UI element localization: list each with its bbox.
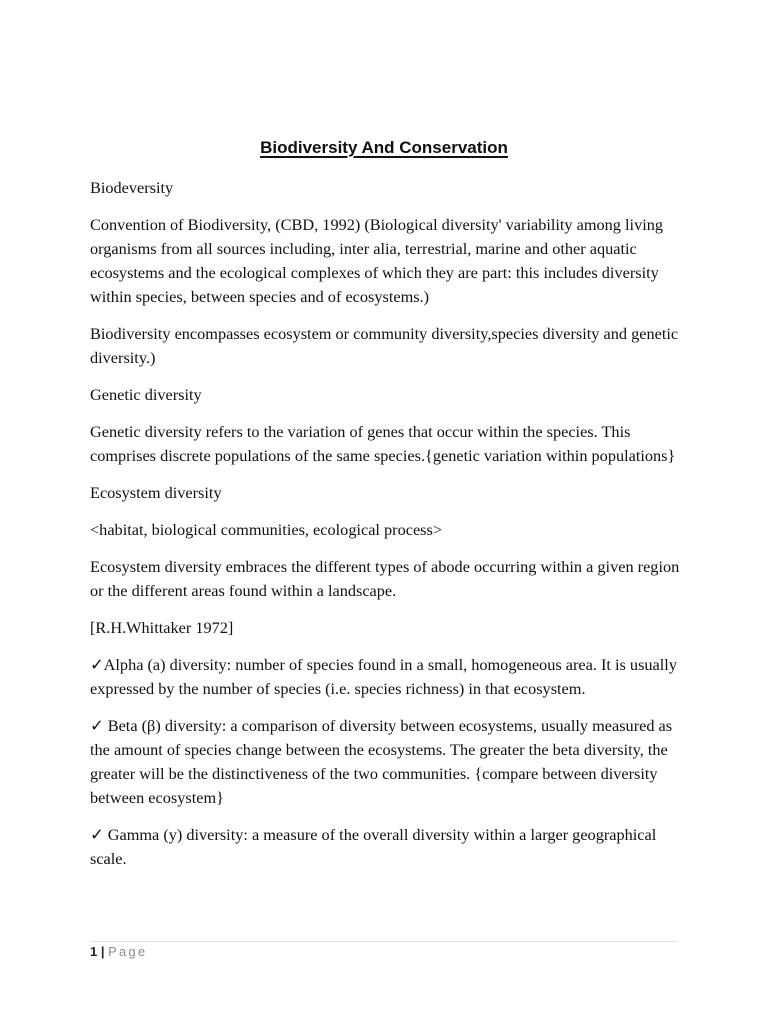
- paragraph-biodiversity-encompasses: Biodiversity encompasses ecosystem or community diversity,species diversity and genetic diversity.): [90, 324, 679, 367]
- paragraph-genetic-diversity: Genetic diversity refers to the variation of genes that occur within the species. This comprises discrete populations of the same species.{genetic variation within populations}: [90, 422, 676, 465]
- heading-ecosystem-diversity: Ecosystem diversity: [90, 483, 222, 502]
- paragraph-ecosystem-diversity: Ecosystem diversity embraces the different types of abode occurring within a given region or the different areas found within a landscape.: [90, 557, 680, 600]
- paragraph-habitat-list: <habitat, biological communities, ecological process>: [90, 520, 443, 539]
- page-separator: |: [100, 944, 105, 959]
- list-item-beta-diversity: ✓ Beta (β) diversity: a comparison of diversity between ecosystems, usually measured as the amount of species change between the ecosystems. The greater the beta diversity, the greater will be the distinctiveness of the two communities. {compare between diversity between ecosystem}: [90, 716, 673, 807]
- list-item-alpha-diversity: ✓Alpha (a) diversity: number of species found in a small, homogeneous area. It is usually expressed by the number of species (i.e. species richness) in that ecosystem.: [90, 655, 677, 698]
- page-label: Page: [108, 944, 148, 959]
- page-number: 1: [90, 944, 98, 959]
- document-title: Biodiversity And Conservation: [260, 138, 508, 157]
- paragraph-whittaker-citation: [R.H.Whittaker 1972]: [90, 618, 234, 637]
- page-footer: [90, 943, 147, 961]
- heading-biodeversity: Biodeversity: [90, 178, 174, 197]
- heading-genetic-diversity: Genetic diversity: [90, 385, 202, 404]
- list-item-gamma-diversity: ✓ Gamma (y) diversity: a measure of the overall diversity within a larger geographical scale.: [90, 825, 657, 868]
- document-body: [90, 176, 682, 884]
- paragraph-cbd-definition: Convention of Biodiversity, (CBD, 1992) (Biological diversity' variability among living organisms from all sources including, inter alia, terrestrial, marine and other aquatic ecosystems and the ecological complexes of which they are part: this includes diversity within species, between species and of ecosystems.): [90, 215, 664, 306]
- footer-divider: [90, 941, 678, 942]
